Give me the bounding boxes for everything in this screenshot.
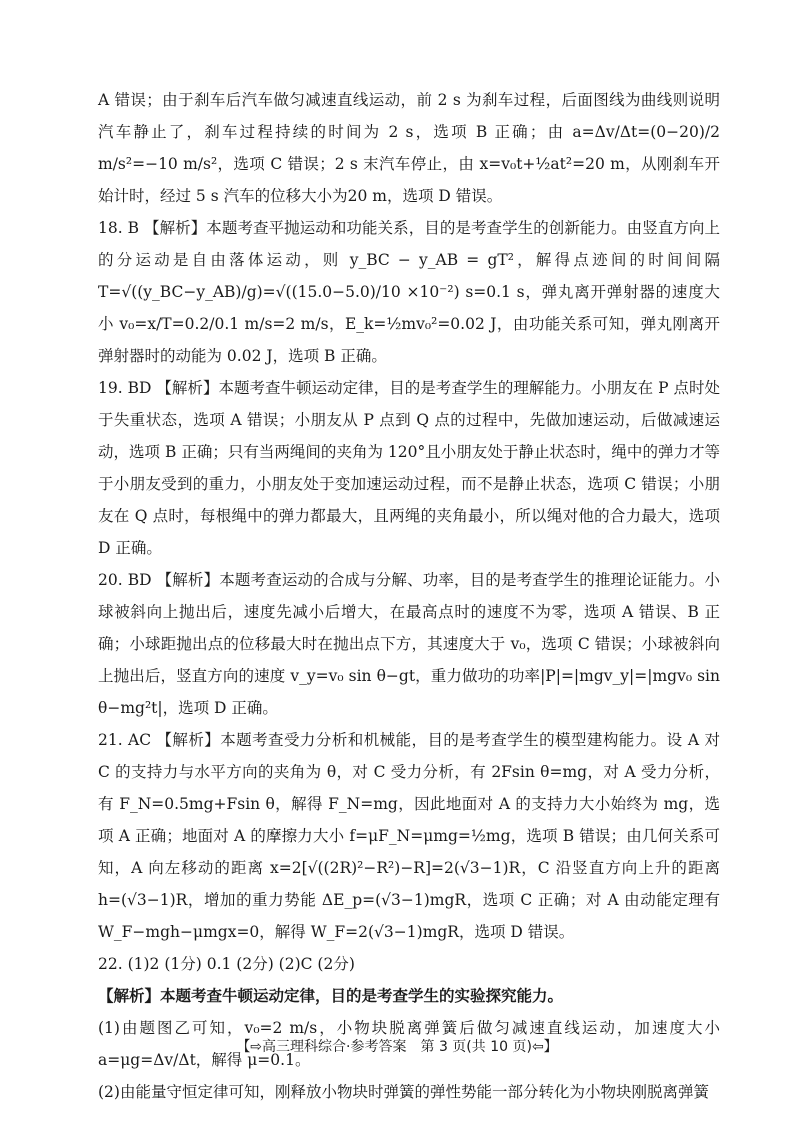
paragraph-20: 20. BD 【解析】本题考查运动的合成与分解、功率，目的是考查学生的推理论证能力。小球被斜向上抛出后，速度先减小后增大，在最高点时的速度不为零，选项 A 错误、B 正确；小球距抛出点的位移最大时在抛出点下方，其速度大于 v₀，选项 C 错误；小球被斜向上抛出后，竖直方向的速度 v_y=v₀ sin θ−gt，重力做功的功率|P|=|mgv_y|=|mgv₀ sin θ−mg²t|，选项 D 正确。 (98, 571, 720, 717)
paragraph-22-part2: (2)由能量守恒定律可知，刚释放小物块时弹簧的弹性势能一部分转化为小物块刚脱离弹簧 (98, 1083, 709, 1101)
paragraph-19: 19. BD 【解析】本题考查牛顿运动定律，目的是考查学生的理解能力。小朋友在 P 点时处于失重状态，选项 A 错误；小朋友从 P 点到 Q 点的过程中，先做加速运动，后做减速运动，选项 B 正确；只有当两绳间的夹角为 120°且小朋友处于静止状态时，绳中的弹力才等于小朋友受到的重力，小朋友处于变加速运动过程，而不是静止状态，选项 C 错误；小朋友在 Q 点时，每根绳中的弹力都最大，且两绳的夹角最小，所以绳对他的合力最大，选项 D 正确。 (98, 379, 720, 557)
paragraph-17-end: A 错误；由于刹车后汽车做匀减速直线运动，前 2 s 为刹车过程，后面图线为曲线则说明汽车静止了，刹车过程持续的时间为 2 s，选项 B 正确；由 a=Δv/Δt=(0−20)/2 m/s²=−10 m/s²，选项 C 错误；2 s 末汽车停止，由 x=v₀t+½at²=20 m，从刚刹车开始计时，经过 5 s 汽车的位移大小为20 m，选项 D 错误。 (98, 91, 720, 205)
paragraph-22-part1: (1)由题图乙可知，v₀=2 m/s，小物块脱离弹簧后做匀减速直线运动，加速度大小 a=μg=Δv/Δt，解得 μ=0.1。 (98, 1019, 720, 1069)
paragraph-21: 21. AC 【解析】本题考查受力分析和机械能，目的是考查学生的模型建构能力。设 A 对 C 的支持力与水平方向的夹角为 θ，对 C 受力分析，有 2Fsin θ=mg，对 A 受力分析，有 F_N=0.5mg+Fsin θ，解得 F_N=mg，因此地面对 A 的支持力大小始终为 mg，选项 A 正确；地面对 A 的摩擦力大小 f=μF_N=μmg=½mg，选项 B 错误；由几何关系可知，A 向左移动的距离 x=2[√((2R)²−R²)−R]=2(√3−1)R，C 沿竖直方向上升的距离 h=(√3−1)R，增加的重力势能 ΔE_p=(√3−1)mgR，选项 C 正确；对 A 由动能定理有 W_F−mgh−μmgx=0，解得 W_F=2(√3−1)mgR，选项 D 错误。 (98, 731, 720, 941)
answer-page (98, 84, 720, 1108)
paragraph-22-analysis-heading: 【解析】本题考查牛顿运动定律，目的是考查学生的实验探究能力。 (98, 987, 564, 1005)
paragraph-22-answers: 22. (1)2 (1分) 0.1 (2分) (2)C (2分) (98, 955, 355, 973)
page-footer: 【⇨高三理科综合·参考答案 第 3 页(共 10 页)⇦】 (236, 1039, 558, 1055)
paragraph-18: 18. B 【解析】本题考查平抛运动和功能关系，目的是考查学生的创新能力。由竖直方向上的分运动是自由落体运动，则 y_BC − y_AB = gT²，解得点迹间的时间间隔 T=√((y_BC−y_AB)/g)=√((15.0−5.0)/10 ×10⁻²) s=0.1 s，弹丸离开弹射器的速度大小 v₀=x/T=0.2/0.1 m/s=2 m/s，E_k=½mv₀²=0.02 J，由功能关系可知，弹丸刚离开弹射器时的动能为 0.02 J，选项 B 正确。 (98, 219, 720, 365)
